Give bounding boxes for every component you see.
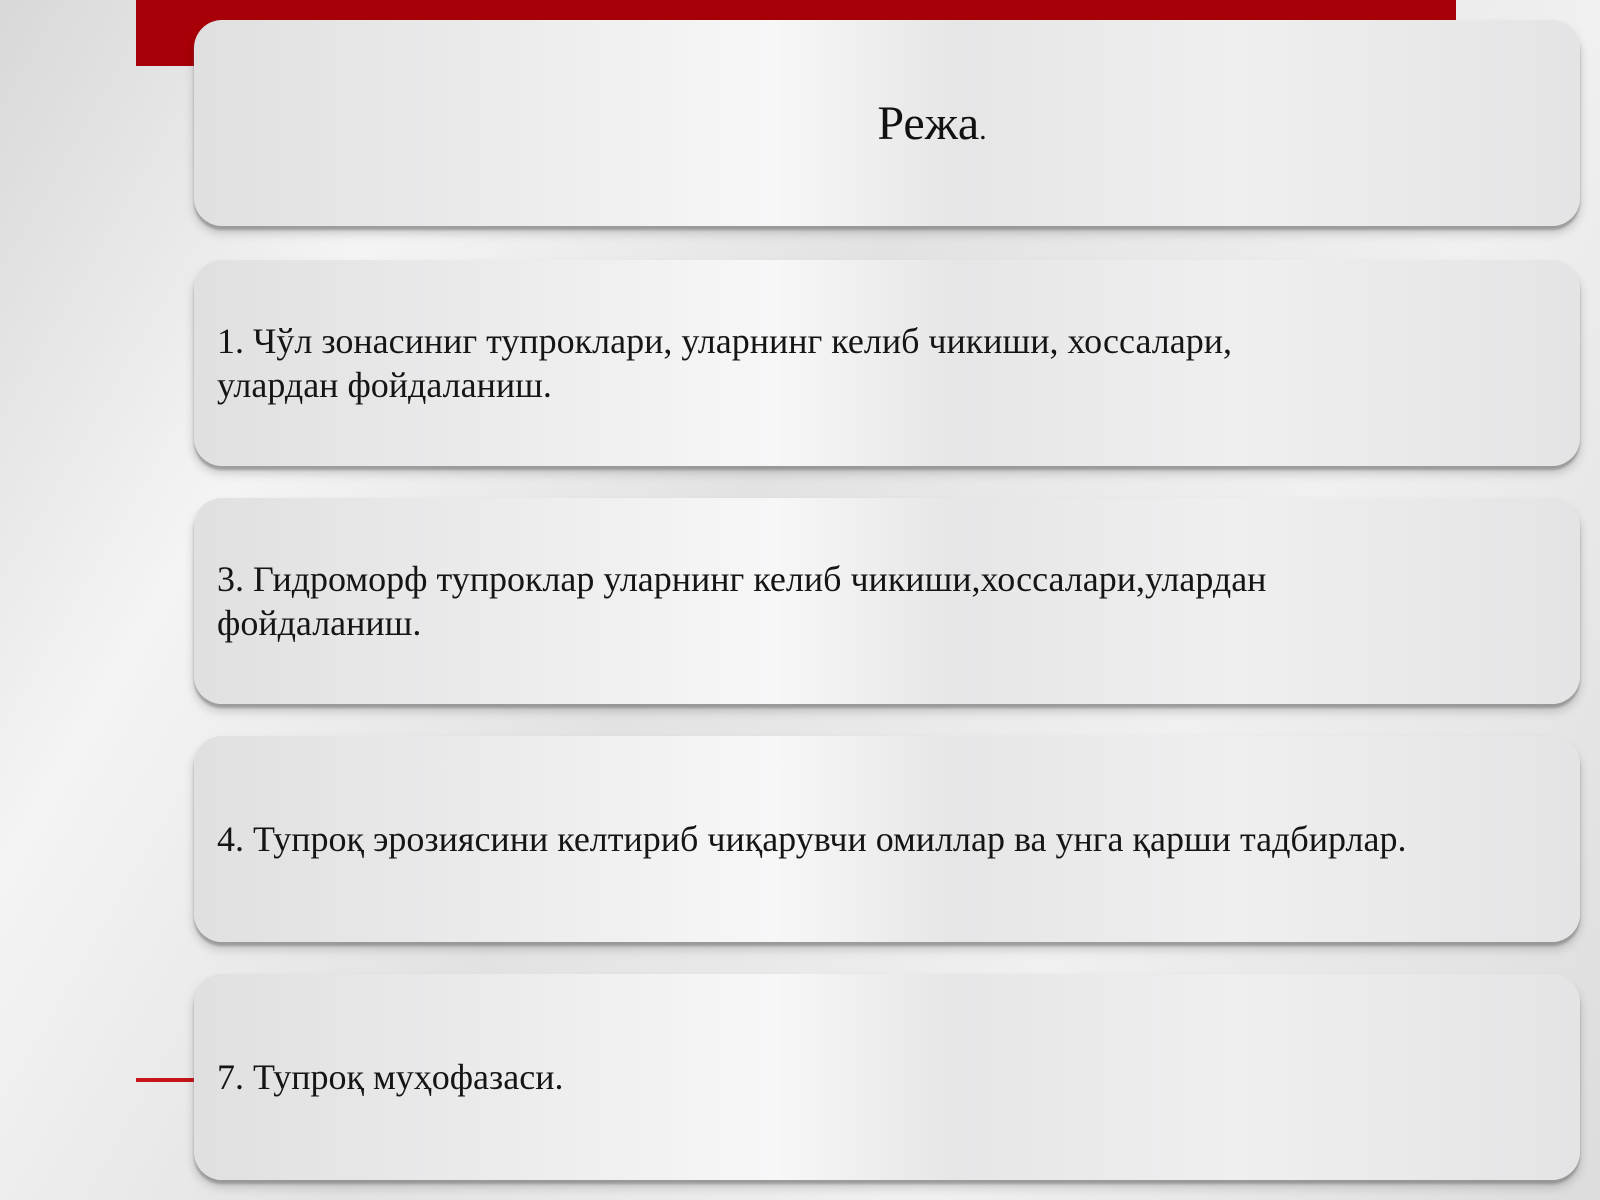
plan-item-2 (194, 498, 1580, 704)
plan-item-3 (194, 736, 1580, 942)
plan-item-text: 1. Чўл зонасиниг тупроклари, уларнинг келиб чикиши, хоссалари, улардан фойдаланиш. (217, 321, 1232, 405)
plan-item-text: 4. Тупроқ эрозиясини келтириб чиқарувчи омиллар ва унга қарши тадбирлар. (217, 819, 1407, 859)
plan-item-text: 3. Гидроморф тупроклар уларнинг келиб чикиши,хоссалари,улардан фойдаланиш. (217, 559, 1267, 643)
plan-item-1 (194, 260, 1580, 466)
accent-line (136, 1078, 196, 1082)
plan-item-text: 7. Тупроқ муҳофазаси. (217, 1057, 564, 1097)
title-card (194, 20, 1580, 226)
plan-item-4 (194, 974, 1580, 1180)
slide-title: Режа. (877, 96, 987, 150)
